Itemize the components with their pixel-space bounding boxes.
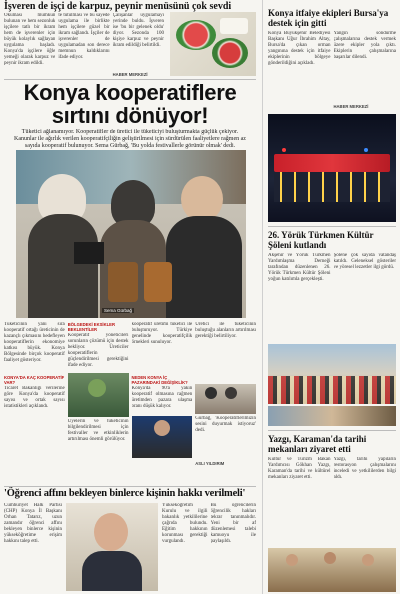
right-top-col2: Yangın söndürme çalışmalarına destek vermek üzere ekipler yola çıktı. Ekiplerin çalışmalarına başarılar dilendi. (333, 31, 396, 60)
main-headline-line1: Konya kooperatiflere (23, 80, 237, 105)
right-section (262, 0, 400, 594)
right-top-col1: Konya Büyükşehir Belediyesi Başkanı Uğur İbrahim Altay, Bursa'da çıkan orman yangınına destek için itfaiye ekiplerinin bölgeye gönderildiğini açıkladı. (268, 31, 331, 66)
top-article-col3: Çalışanlar uygulamayı yerinde buldu. İşveren ise 'bu bir gelenek oldu' diyor. Sezonda 100 kişiye karpuz ve peynir ikram edildiği belirtildi. (112, 13, 164, 48)
bottom-article-headline: 'Öğrenci affını bekleyen binlerce kişinin hakkı verilmeli' (4, 488, 246, 499)
photo-caption: Sema Gürbağ (104, 308, 133, 313)
watermelon-slice-icon (212, 38, 248, 68)
women-group-photo (195, 384, 256, 414)
main-col2-b: Üyelerin ve tüketicinin bilgilendirilmesi için festivaller ve etkinliklerin artırılması önemli görülüyor. (67, 419, 129, 442)
main-article-byline: ASLI YILDIRIM (195, 461, 225, 466)
main-col3-a: Konya'da 90'a yakın kooperatif olmasına rağmen üretimden pazara ulaşma oranı düşük kalıyor. (131, 386, 193, 409)
divider (4, 486, 256, 487)
bottom-article-col3: Bu öğrencilerin öğrencilik hakları tekrar tanınmalıdır. Yeni bir af düzenlemesi talebi kamuoyu ile paylaşıldı. (210, 503, 256, 544)
watermelon-slice-icon (176, 20, 216, 50)
right-bottom-article (268, 434, 396, 545)
siren-icon (364, 148, 368, 152)
right-top-article (268, 8, 396, 111)
main-col1-a: Tüketicinin yanı sıra kooperatif ortağı üreticinin de kazançlı çıkmasını hedefleyen kooperatiflerin ekonomiye katkısı büyük. Konya Bölgesinde birçok kooperatif faaliyet gösteriyor. (4, 322, 65, 363)
main-col3-text-top: kooperatif üretimi tüketici ile buluşturuyor. Türkiye genelinde kooperatifçilik örnekleri sunuluyor. (131, 322, 193, 345)
main-article-body (4, 322, 256, 467)
main-col4-a: Üretici ile tüketicinin buluştuğu alanların artırılması gerektiği belirtiliyor. (195, 322, 256, 339)
bottom-article-col1: Cumhuriyet Halk Partisi (CHP) Konya İl Başkanı Orhan Tatarız, uzun zamandır öğrenci affını bekleyen binlerce kişinin yükseköğretime erişim hakkını talep etti. (4, 503, 62, 544)
right-top-source: HABER MERKEZİ (333, 104, 369, 109)
cheese-icon (220, 18, 248, 34)
jar-icon (144, 262, 172, 302)
main-col2-a: Kooperatif yöneticileri sorunların çözümü için destek bekliyor. Üreticiler kooperatiflerin güçlendirilmesi gerektiğini ifade ediyor. (67, 333, 129, 368)
divider (268, 430, 396, 431)
top-article-headline: İşveren de işçi de karpuz, peynir menüsünü çok sevdi (4, 1, 232, 12)
main-col1-b: Ticaret Bakanlığı verilerine göre Konya'da kooperatif sayısı ve ortak sayısı istatistikleri açıklandı. (4, 386, 65, 409)
main-col4-b: Gürbağ, 'Kooperatiflerimizin sesini duyurmak istiyoruz' dedi. (195, 416, 256, 433)
fire-trucks-photo (268, 114, 396, 222)
main-article-photo (16, 150, 246, 318)
main-col1-subhead: KONYA'DA KAÇ KOOPERATİF VAR? (4, 375, 65, 385)
right-top-headline: Konya itfaiye ekipleri Bursa'ya destek için gitti (268, 8, 389, 28)
right-mid-headline: 26. Yörük Türkmen Kültür Şöleni kutlandı (268, 230, 374, 250)
siren-icon (282, 148, 286, 152)
right-mid-col1: Akşehir ve Yörük Türkmen Yardımlaşma Derneği tarafından düzenlenen 26. Yörük Türkmen Kültür Şöleni yoğun katılımla gerçekleşti. (268, 253, 331, 282)
bottom-article-col2: Yükseköğretim Kurulu ve ilgili bakanlık yetkililerine çağrıda bulundu. Eğitim hakkının korunması gerektiği vurgulandı. (162, 503, 208, 544)
divider (268, 226, 396, 227)
main-article-lead: Tüketici ağlanamıyor. Kooperatifler de üretici ile tüketiciyi buluşturmakta güçlük çekiyor. Kanunlar ile ağırlık verilen kooperatifçiliğin geliştirilmesi için sürdürülen faaliyetlere rağmen az sayıda kooperatif bulunuyor. Sema Gürbağ, 'Bu yolda festivallerle görünür olmak' dedi. (14, 129, 246, 149)
right-bottom-headline: Yazgı, Karaman'da tarihi mekanları ziyaret etti (268, 434, 367, 454)
main-col2-subhead: BÖLGEDEKİ EKSİKLER BEKLENTİLER (67, 322, 115, 332)
honey-jar-icon (108, 262, 138, 302)
right-bottom-col1: Kültür ve Turizm Bakan Yardımcısı Gökhan Yazgı, Karaman'da tarihi ve kültürel mekanları ziyaret etti. (268, 457, 331, 480)
top-article-col2: te tutulması ve bu sayede uygulama ile birlikte hem işçilere güzel bir ikram sağlandı. İşçiler de işverenler de uygulamadan son derece memnun kaldıklarını ifade ediyor. (58, 13, 110, 60)
top-article-source: HABER MERKEZİ (112, 72, 148, 77)
festival-crowd-photo (268, 344, 396, 404)
main-col3-subhead: NEDEN KONYA İÇ PAZARINDAKİ DEĞİŞİKLİK? (131, 375, 188, 385)
woman-green-headscarf-photo (68, 373, 129, 417)
festival-photo-strip (268, 406, 396, 426)
bottom-article (4, 488, 256, 591)
karaman-visit-photo (268, 548, 396, 592)
man-suit-photo (132, 416, 193, 458)
main-headline-line2: sırtını dönüyor! (51, 103, 209, 128)
orhan-tatariz-photo (66, 503, 158, 591)
right-mid-article (268, 230, 396, 337)
bag-logo (74, 242, 104, 264)
main-article-headline (4, 82, 256, 127)
watermelon-photo (170, 12, 256, 76)
right-bottom-col2: Yazgı, tarihi yapıların restorasyon çalışmalarını inceledi ve yetkililerden bilgi aldı. (333, 457, 396, 480)
top-article-col1: Okuması mümkün bulunan ve hem sezonluk işçilere tatlı bir ikram hem de işverenler için büyük kolaylık sağlayan uygulama başladı. Konya'da işçilere öğle yemeği olarak karpuz ve peynir ikram edildi. (4, 13, 56, 66)
right-mid-col2: Şölene çok sayıda vatandaş katıldı. Geleneksel gösteriler ve yöresel lezzetler ilgi gördü. (333, 253, 396, 270)
